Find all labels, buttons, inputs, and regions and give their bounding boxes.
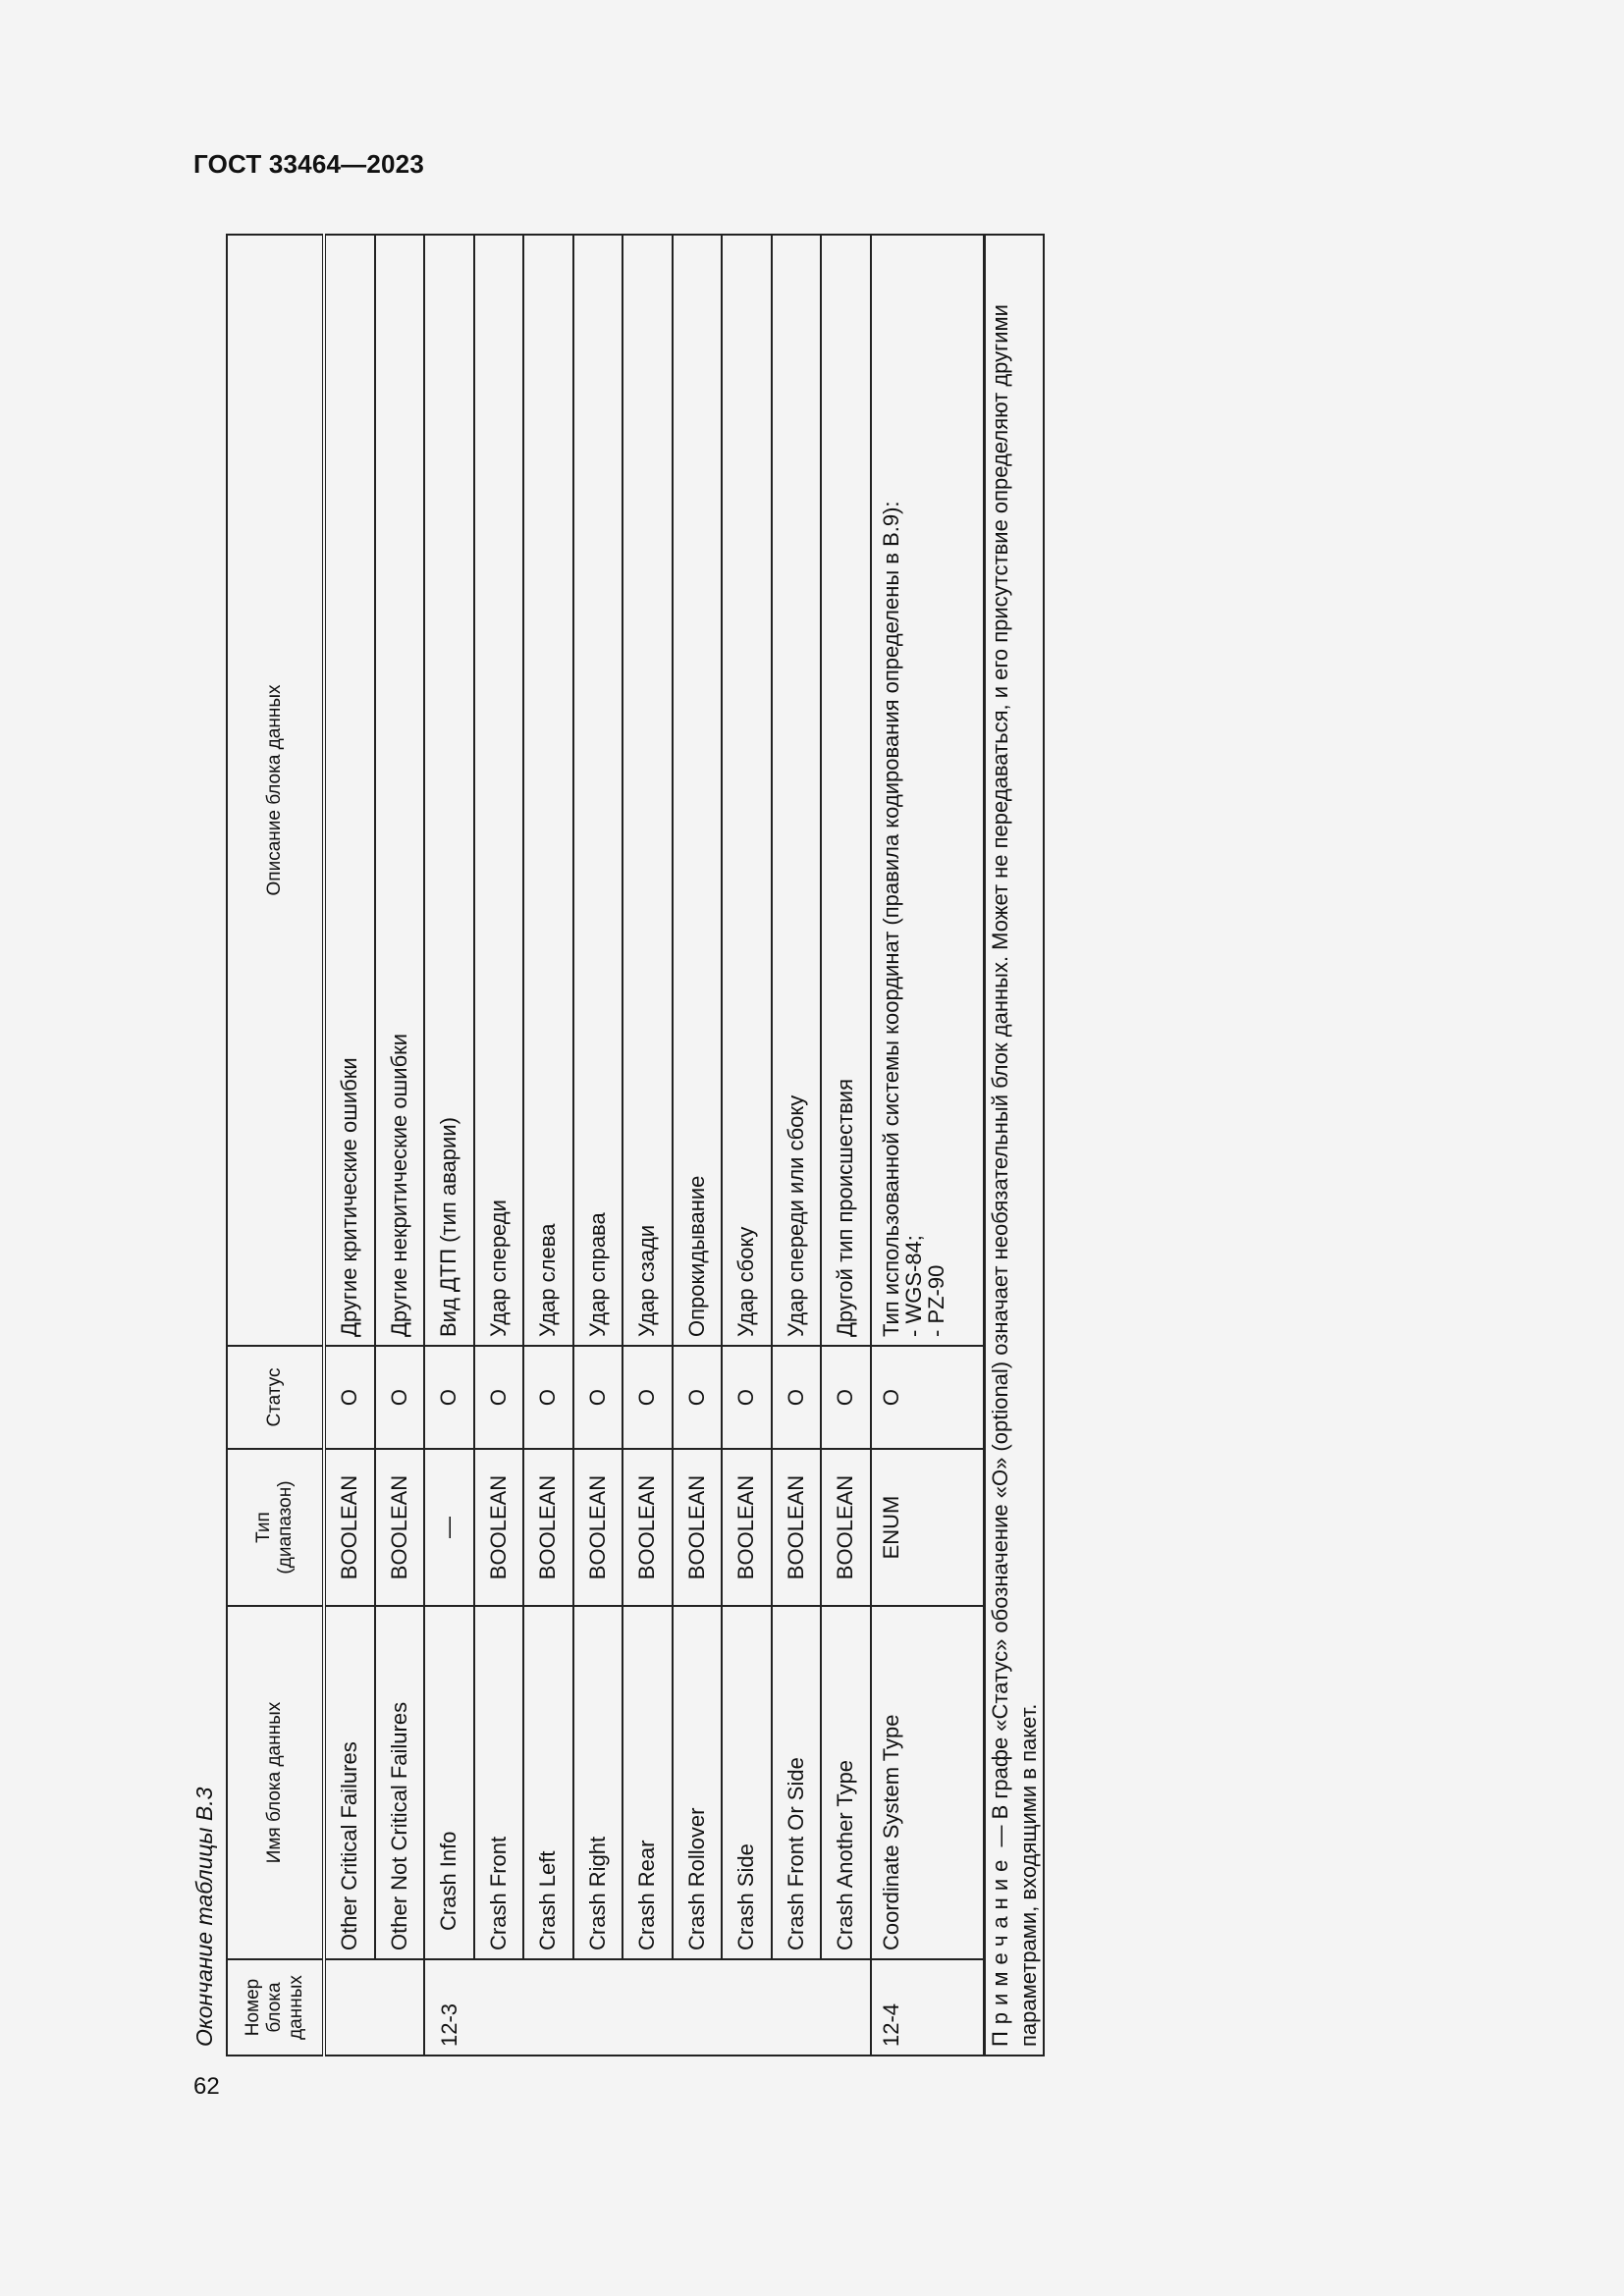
document-header: ГОСТ 33464—2023	[193, 149, 424, 179]
table-row	[324, 235, 375, 2056]
cell-type: ENUM	[871, 1449, 985, 1606]
header-num-line-1: Номер	[243, 1978, 263, 2037]
cell-desc: Удар спереди	[474, 235, 524, 1346]
cell-status: O	[424, 1346, 474, 1449]
cell-name: Crash Front Or Side	[772, 1606, 822, 1959]
cell-num	[772, 1959, 822, 2056]
cell-num	[573, 1959, 623, 2056]
cell-status: O	[871, 1346, 985, 1449]
cell-status: O	[821, 1346, 871, 1449]
coord-desc-main: Тип использованной системы координат (правила кодирования определены в В.9):	[878, 501, 903, 1337]
cell-desc: Другие критические ошибки	[324, 235, 375, 1346]
cell-num	[623, 1959, 673, 2056]
header-type-line-2: (диапазон)	[275, 1480, 296, 1575]
header-type-line-1: Тип	[253, 1512, 274, 1543]
cell-desc: Удар слева	[523, 235, 573, 1346]
cell-status: O	[772, 1346, 822, 1449]
coord-desc-wgs: - WGS-84;	[900, 1235, 926, 1337]
header-name: Имя блока данных	[227, 1606, 324, 1959]
cell-status: O	[474, 1346, 524, 1449]
note-text: — В графе «Статус» обозначение «О» (optional) означает необязательный блок данных. Может не передаваться, и его присутствие определяют другими параметрами, входящими в пакет.	[987, 304, 1041, 2047]
table-row	[673, 235, 723, 2056]
cell-num: 12-3	[424, 1959, 474, 2056]
cell-status: O	[523, 1346, 573, 1449]
cell-status: O	[573, 1346, 623, 1449]
rotated-table-block	[187, 236, 1051, 2056]
cell-status: O	[623, 1346, 673, 1449]
cell-type: BOOLEAN	[375, 1449, 425, 1606]
table-note	[984, 235, 1044, 2056]
cell-name: Crash Left	[523, 1606, 573, 1959]
cell-status: O	[324, 1346, 375, 1449]
header-desc: Описание блока данных	[227, 235, 324, 1346]
table-row	[424, 235, 474, 2056]
cell-name: Crash Rollover	[673, 1606, 723, 1959]
cell-type: BOOLEAN	[673, 1449, 723, 1606]
cell-num	[523, 1959, 573, 2056]
cell-name: Crash Front	[474, 1606, 524, 1959]
cell-type: BOOLEAN	[573, 1449, 623, 1606]
table-row	[871, 235, 985, 2056]
cell-desc: Удар сбоку	[722, 235, 772, 1346]
cell-type: BOOLEAN	[772, 1449, 822, 1606]
cell-type: BOOLEAN	[623, 1449, 673, 1606]
cell-type: BOOLEAN	[474, 1449, 524, 1606]
cell-type: BOOLEAN	[722, 1449, 772, 1606]
cell-name: Crash Rear	[623, 1606, 673, 1959]
header-num-line-3: данных	[286, 1975, 306, 2040]
header-num	[227, 1959, 324, 2056]
cell-desc: Удар спереди или сбоку	[772, 235, 822, 1346]
cell-name: Crash Info	[424, 1606, 474, 1959]
note-label: Примечание	[987, 1852, 1012, 2047]
cell-name: Crash Another Type	[821, 1606, 871, 1959]
cell-num	[324, 1959, 375, 2056]
cell-num: 12-4	[871, 1959, 985, 2056]
cell-desc: Удар сзади	[623, 235, 673, 1346]
cell-num	[821, 1959, 871, 2056]
coord-desc-pz: - PZ-90	[923, 1264, 948, 1337]
cell-num	[375, 1959, 425, 2056]
cell-num	[673, 1959, 723, 2056]
table-row	[474, 235, 524, 2056]
header-status: Статус	[227, 1346, 324, 1449]
cell-status: O	[722, 1346, 772, 1449]
cell-name: Other Critical Failures	[324, 1606, 375, 1959]
cell-type: BOOLEAN	[821, 1449, 871, 1606]
table-row	[772, 235, 822, 2056]
cell-status: O	[673, 1346, 723, 1449]
cell-name: Crash Right	[573, 1606, 623, 1959]
table-row	[722, 235, 772, 2056]
header-num-line-2: блока	[264, 1982, 285, 2033]
data-table	[226, 234, 1045, 2056]
table-header-row	[227, 235, 324, 2056]
cell-desc: Вид ДТП (тип аварии)	[424, 235, 474, 1346]
table-row	[573, 235, 623, 2056]
cell-name: Crash Side	[722, 1606, 772, 1959]
page-number: 62	[193, 2073, 220, 2100]
cell-desc: Другие некритические ошибки	[375, 235, 425, 1346]
cell-status: O	[375, 1346, 425, 1449]
table-row	[375, 235, 425, 2056]
cell-desc: Опрокидывание	[673, 235, 723, 1346]
table-caption: Окончание таблицы В.3	[191, 1787, 217, 2047]
cell-num	[722, 1959, 772, 2056]
cell-type: BOOLEAN	[523, 1449, 573, 1606]
table-row	[623, 235, 673, 2056]
cell-type: BOOLEAN	[324, 1449, 375, 1606]
table-row	[523, 235, 573, 2056]
cell-name: Coordinate System Type	[871, 1606, 985, 1959]
cell-type: —	[424, 1449, 474, 1606]
header-type	[227, 1449, 324, 1606]
note-row	[984, 235, 1044, 2056]
table-row	[821, 235, 871, 2056]
cell-name: Other Not Critical Failures	[375, 1606, 425, 1959]
cell-num	[474, 1959, 524, 2056]
cell-desc: Другой тип происшествия	[821, 235, 871, 1346]
cell-desc: Удар справа	[573, 235, 623, 1346]
cell-desc	[871, 235, 985, 1346]
